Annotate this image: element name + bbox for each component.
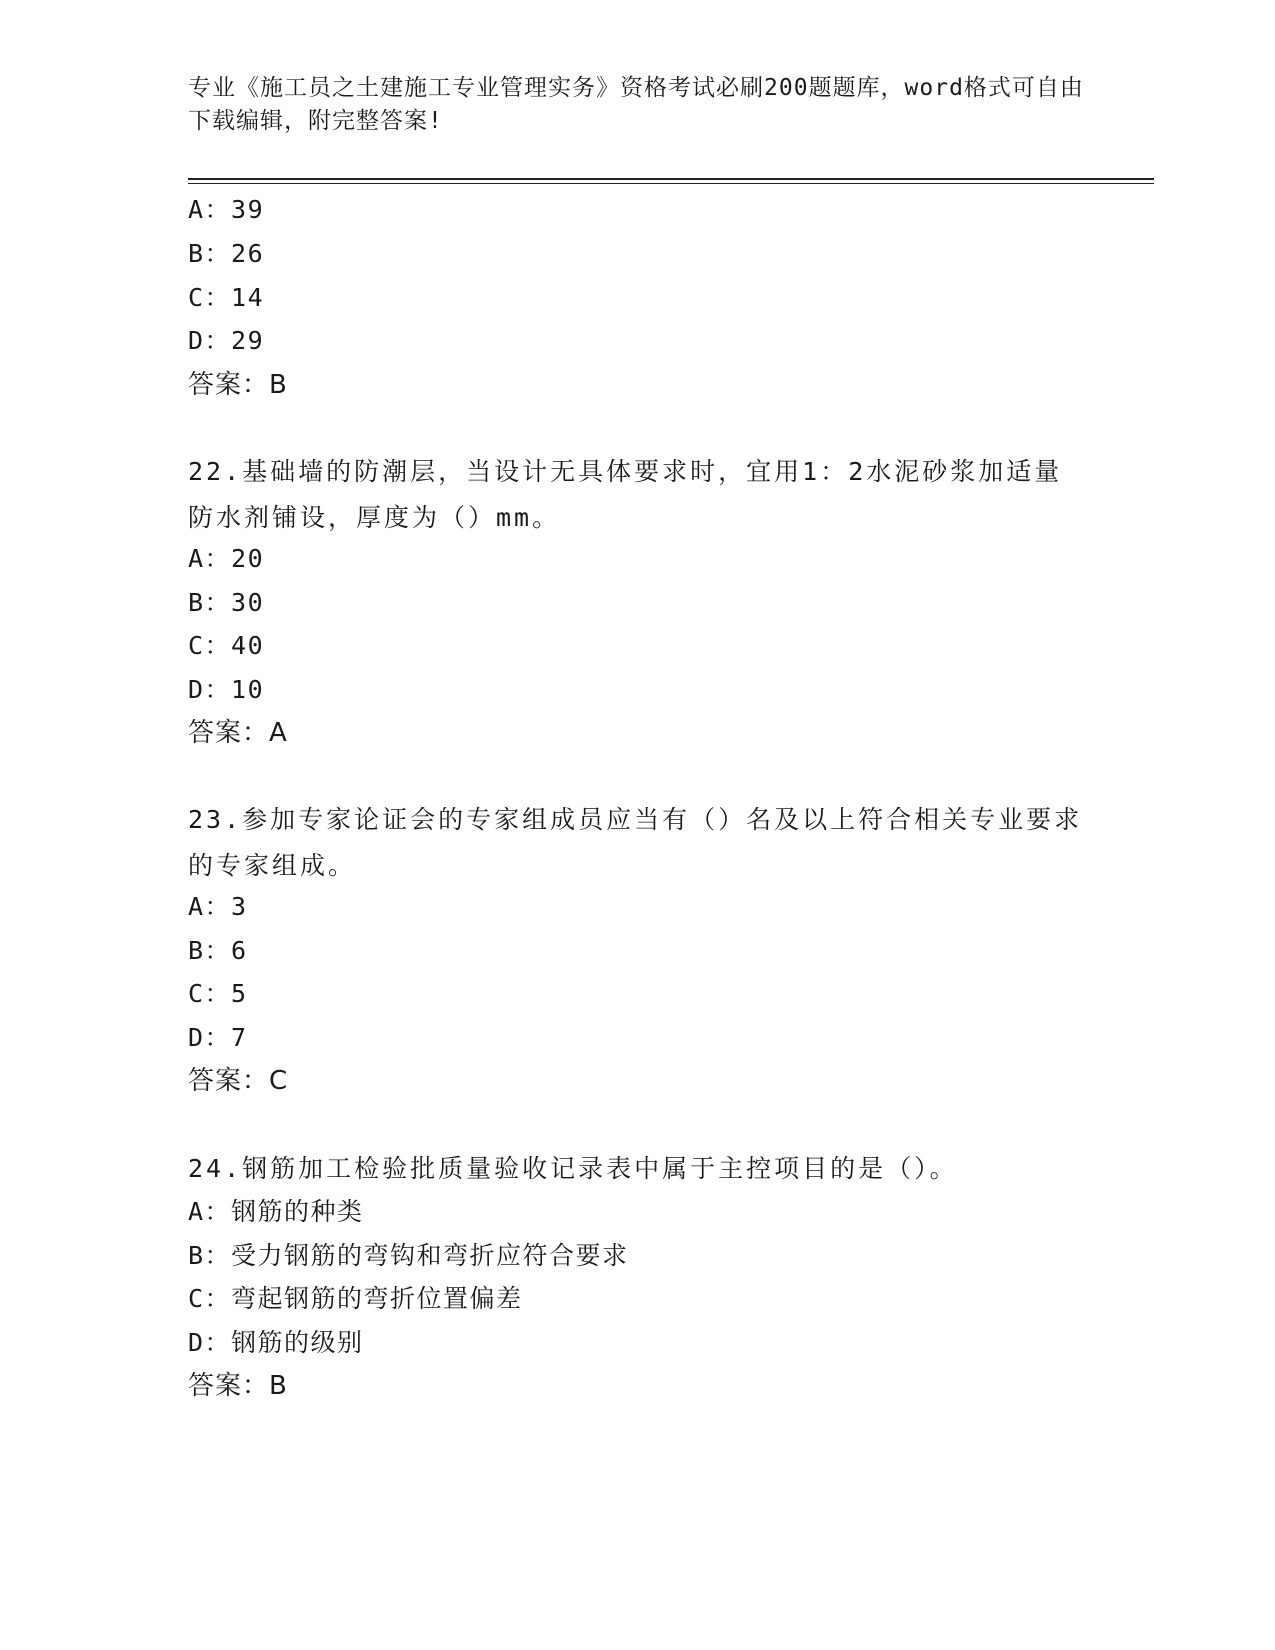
q23-option-d: D：7 <box>188 1023 248 1052</box>
q22-option-a: A：20 <box>188 544 265 573</box>
q22-option-b: B：30 <box>188 588 265 617</box>
q24-option-b: B：受力钢筋的弯钩和弯折应符合要求 <box>188 1241 629 1270</box>
q24-option-c: C：弯起钢筋的弯折位置偏差 <box>188 1284 523 1313</box>
q21-option-c: C：14 <box>188 283 265 312</box>
q23-text: 23.参加专家论证会的专家组成员应当有（）名及以上符合相关专业要求的专家组成。 <box>188 805 1083 880</box>
q21-option-a: A：39 <box>188 195 265 224</box>
q22-option-d: D：10 <box>188 675 265 704</box>
header-divider-thin <box>188 183 1154 184</box>
q23-option-a: A：3 <box>188 892 248 921</box>
q23-option-c: C：5 <box>188 979 248 1008</box>
q24-option-a: A：钢筋的种类 <box>188 1197 364 1226</box>
q21-option-d: D：29 <box>188 326 265 355</box>
q24-text: 24.钢筋加工检验批质量验收记录表中属于主控项目的是（）。 <box>188 1154 958 1183</box>
q24-option-d: D：钢筋的级别 <box>188 1328 364 1357</box>
q23-option-b: B：6 <box>188 936 248 965</box>
q21-answer: 答案：B <box>188 370 288 400</box>
header-divider <box>188 178 1154 180</box>
q22-text: 22.基础墙的防潮层，当设计无具体要求时，宜用1：2水泥砂浆加适量防水剂铺设，厚度为（）mm。 <box>188 457 1063 532</box>
q22-option-c: C：40 <box>188 631 265 660</box>
q23-answer: 答案：C <box>188 1066 289 1096</box>
q22-answer: 答案：A <box>188 718 288 748</box>
page-header-title: 专业《施工员之土建施工专业管理实务》资格考试必刷200题题库，word格式可自由下载编辑，附完整答案! <box>188 75 1084 134</box>
q24-answer: 答案：B <box>188 1371 288 1401</box>
q21-option-b: B：26 <box>188 239 265 268</box>
